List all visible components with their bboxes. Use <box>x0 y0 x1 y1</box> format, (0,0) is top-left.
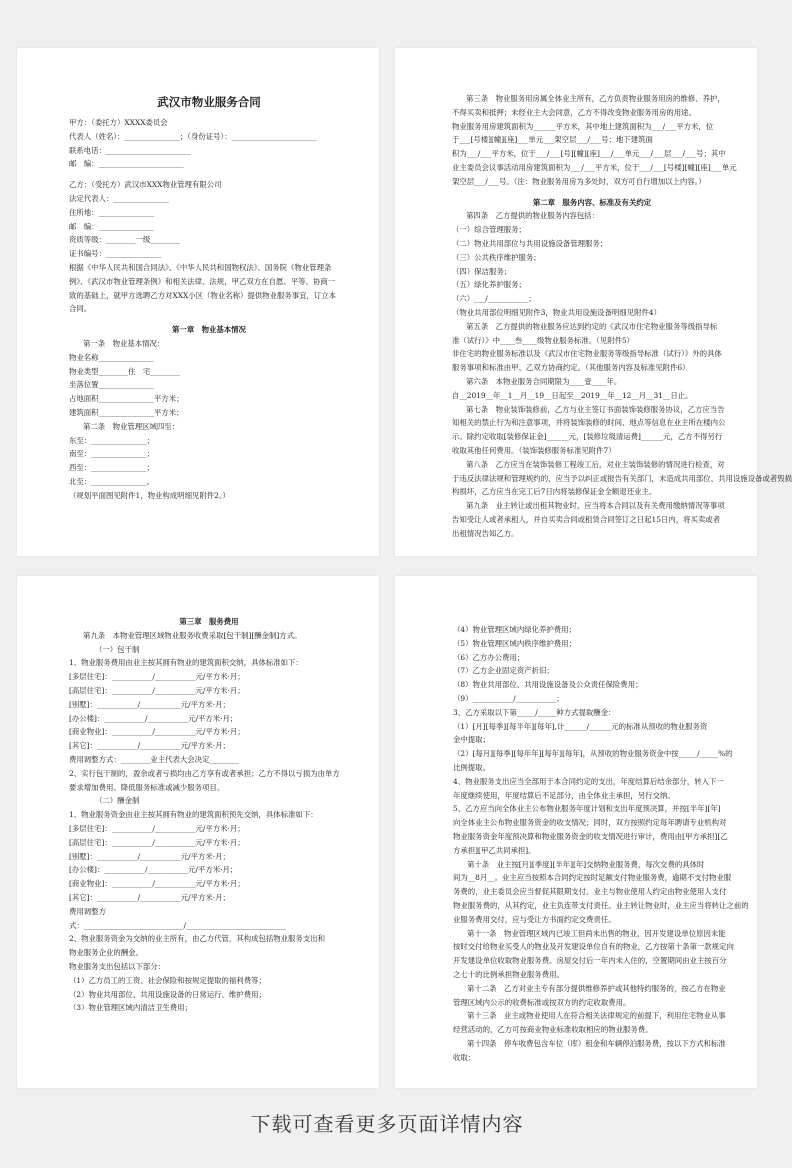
text-line: 构损坏，乙方应当在完工后7日内将装修保证金全额退还业主。 <box>452 487 657 497</box>
text-line: 收取： <box>453 1052 476 1062</box>
text-line: 物业服务用房建筑面积为______平方米，其中地上建筑面积为___/___平方米，位 <box>452 121 714 131</box>
text-line: 东至：_______________； <box>69 435 154 445</box>
text-line: （5）物业管理区域内秩序维护费用； <box>453 638 576 648</box>
text-line: 告知受让人或者承租人，并自买卖合同或租赁合同签订之日起15日内，将买卖或者 <box>452 514 721 524</box>
text-line: 业主委员会议事活动用房建筑面积为___/___平方米，位于___/___[号楼][幢][座]___单元 <box>452 162 737 172</box>
text-line: （一）包干制 <box>95 644 140 654</box>
page-4-lines <box>453 623 749 1065</box>
page-3-lines <box>69 615 349 1015</box>
text-line: 架空层___/___号。（注：物业服务用房为多处时，双方可自行增加以上内容。） <box>452 176 706 186</box>
text-line: 物业服务支出包括以下部分： <box>69 961 166 971</box>
text-line: 准（试行）》中____叁____级物业服务标准。（见附件5） <box>452 335 635 345</box>
text-line: 向全体业主公布物业服务资金的收支情况；同时，双方按照约定每年聘请专业机构对 <box>453 818 727 828</box>
text-line: 邮 编：_______________________ <box>69 159 184 169</box>
text-line: [商业物业]：___________/___________元/平方米·月； <box>69 727 245 737</box>
text-line: 知相关的禁止行为和注意事项，并将装饰装修的时间、地点等信息在业主所在楼内公 <box>452 418 726 428</box>
text-line: 按时交付给物业买受人的物业及开发建设单位自有的物业，乙方按第十条第一款规定向 <box>453 942 734 952</box>
text-line: 坐落位置_______________ <box>69 380 154 390</box>
text-line: 之七十的比例承担物业服务费用。 <box>453 969 564 979</box>
text-line: 年度继续使用，年度结算后不足部分，由全体业主承担，另行交纳。 <box>453 790 675 800</box>
page-1-lines <box>69 116 349 503</box>
text-line: （六）___/___________； <box>452 294 536 304</box>
text-line: 例》、《武汉市物业管理条例》和相关法律、法规，甲乙双方在自愿、平等、协商一 <box>69 276 336 286</box>
text-line: 第十条 业主按[月][季度][半年][年]交纳物业服务费，每次交费的具体时 <box>467 859 705 869</box>
text-line: 2、物业服务资金为交纳的业主所有，由乙方代管，其构成包括物业服务支出和 <box>69 934 325 944</box>
text-line: 金中提取； <box>453 735 490 745</box>
text-line: 式：___________________________/___________________________ <box>69 920 286 930</box>
text-line: 第五条 乙方提供的物业服务应达到约定的《武汉市住宅物业服务等级指导标 <box>466 321 718 331</box>
text-line: 第一条 物业基本情况： <box>83 338 165 348</box>
text-line: （二）酬金制 <box>95 796 140 806</box>
text-line: 第九条 业主转让或出租其物业时，应当将本合同以及有关费用缴纳情况等事项 <box>466 501 725 511</box>
text-line: 物业名称_______________ <box>69 352 154 362</box>
text-line: [商业物业]：___________/___________元/平方米·月； <box>69 879 245 889</box>
text-line: （8）物业共用部位、共用设施设备及公众责任保险费用； <box>453 680 643 690</box>
text-line: 费用调整方式：________业主代表大会决定________ <box>69 754 239 764</box>
text-line: 第二章 服务内容、标准及有关约定 <box>532 197 652 207</box>
text-line: 自__2019__年__1__月__19__日起至__2019__年__12__月__31__日止。 <box>452 390 693 400</box>
text-line: 证书编号：_______________ <box>69 249 162 259</box>
text-line: [其它]：___________/___________元/平方米·月； <box>69 892 230 902</box>
text-line: [其它]：___________/___________元/平方米·月； <box>69 741 230 751</box>
text-line: 物业服务资金年度预决算和物业服务资金的收支情况进行审计，费用由[甲方承担][乙 <box>453 831 728 841</box>
text-line <box>69 316 349 323</box>
text-line: 第十一条 物业管理区域内已竣工但尚未出售的物业，因开发建设单位原因未能 <box>467 928 726 938</box>
text-line: 积为___/___平方米，位于___/___[号][幢][座]___/___单元___/___层___/___号；其中 <box>452 149 726 159</box>
text-line: 北至：_______________。 <box>69 476 154 486</box>
text-line: （1）[月][每季][每半年][每年],计______/______元的标准从预收的物业服务资 <box>453 721 708 731</box>
page-2-lines <box>452 92 792 541</box>
text-line: 3、乙方采取以下第_____/_____种方式提取酬金： <box>453 707 616 717</box>
text-line: 2、实行包干制的，盈余或者亏损均由乙方享有或者承担；乙方不得以亏损为由单方 <box>69 768 340 778</box>
document-page-3 <box>17 576 379 1088</box>
text-line: 邮 编：_______________ <box>69 221 154 231</box>
text-line: 务费的，业主委员会应当督促其限期支付。业主与物业使用人约定由物业使用人支付 <box>453 887 727 897</box>
text-line: [办公楼]：___________/___________元/平方米·月； <box>69 865 238 875</box>
text-line: [办公楼]：___________/___________元/平方米·月； <box>69 713 238 723</box>
document-page-2 <box>395 48 792 556</box>
text-line: 非住宅的物业服务标准以及《武汉市住宅物业服务等级指导标准（试行）》外的具体 <box>452 349 722 359</box>
text-line: （一）综合管理服务； <box>452 225 526 235</box>
download-more-footer[interactable]: 下载可查看更多页面详情内容 <box>250 1112 524 1136</box>
text-line: （三）公共秩序维护服务； <box>452 252 541 262</box>
text-line: 管理区域内公示的收费标准或按双方的约定收取费用。 <box>453 997 631 1007</box>
text-line: 合同。 <box>69 304 92 314</box>
text-line: 第八条 乙方应当在装饰装修工程竣工后，对业主装饰装修的情况进行检查，对 <box>466 459 725 469</box>
text-line: 甲方：（委托方）XXXX委员会 <box>69 118 168 127</box>
text-line: 资质等级：________一级________ <box>69 235 180 245</box>
text-line: （7）乙方企业固定资产折旧； <box>453 666 554 676</box>
text-line: （1）乙方员工的工资、社会保险和按规定提取的福利费等； <box>69 975 266 985</box>
text-line: 服务事项和标准由甲、乙双方协商约定。（其他服务内容及标准见附件6） <box>452 363 690 373</box>
text-line: 物业服务费的，从其约定，业主负连带支付责任。业主转让物业时，业主应当将转让之前的 <box>453 900 749 910</box>
text-line: 于违反法律法规和管理规约的，应当予以纠正或报告有关部门，未造成共用部位、共用设施设备或者毁损 <box>452 473 792 483</box>
text-line: 1、物业服务费用由业主按其拥有物业的建筑面积交纳，具体标准如下： <box>69 658 303 668</box>
text-line: 经营活动的，乙方可按商业物业标准收取相应的物业服务费。 <box>453 1025 653 1035</box>
text-line: 间为__8月__。业主应当按照本合同约定按时足额支付物业服务费，逾期不支付物业服 <box>453 873 732 883</box>
text-line: 要求增加费用、降低服务标准或减少服务项目。 <box>69 782 225 792</box>
text-line: 第四条 乙方提供的物业服务内容包括： <box>466 211 600 221</box>
text-line: 于___[号楼][幢][座]___单元___架空层___/___号；地下建筑面 <box>452 135 653 145</box>
page-1-content <box>69 92 349 503</box>
text-line: [多层住宅]：___________/___________元/平方米·月； <box>69 823 245 833</box>
text-line: 南至：_______________； <box>69 449 154 459</box>
text-line: 根据《中华人民共和国合同法》、《中华人民共和国物权法》、国务院《物业管理条 <box>69 262 332 272</box>
text-line: 住所地：_______________ <box>69 207 154 217</box>
text-line: 乙方：（受托方）武汉市XXX物业管理有限公司 <box>69 180 222 190</box>
text-line: 业服务费用交付，应与受让方书面约定交费责任。 <box>453 914 616 924</box>
text-line: [多层住宅]：___________/___________元/平方米·月； <box>69 672 245 682</box>
text-line: 方承担][甲乙共同承担]。 <box>453 845 536 855</box>
text-line: 致的基础上，就甲方选聘乙方对XXX小区（物业名称）提供物业服务事宜，订立本 <box>69 290 337 300</box>
text-line: （物业共用部位明细见附件3，物业共用设施设备明细见附件4） <box>452 307 661 317</box>
text-line: 第十三条 业主或物业使用人在符合相关法律规定的前提下，利用住宅物业从事 <box>467 1011 726 1021</box>
text-line: 不得买卖和抵押；未经业主大会同意，乙方不得改变物业服务用房的用途。 <box>452 107 696 117</box>
text-line: 建筑面积_______________平方米； <box>69 407 184 417</box>
text-line: 法定代表人：_______________ <box>69 193 169 203</box>
text-line: 4、物业服务支出应当全部用于本合同约定的支出，年度结算后结余部分，转入下一 <box>453 776 724 786</box>
text-line: 第三条 物业服务用房属全体业主所有，乙方负责物业服务用房的维修、养护， <box>466 94 725 103</box>
page-2-content <box>452 92 792 541</box>
text-line: 第十二条 乙方对业主专有部分提供维修养护或其他特约服务的，按乙方在物业 <box>467 983 726 993</box>
text-line: 物业服务企业的酬金。 <box>69 948 143 958</box>
text-line: 第二条 物业管理区域四至： <box>83 421 180 431</box>
text-line: 示。除约定收取[装修保证金]______元，[装修垃圾清运费]______元，乙方不得另行 <box>452 432 723 442</box>
text-line: （2）物业共用部位、共用设施设备的日常运行、维护费用； <box>69 989 266 999</box>
text-line: [高层住宅]：___________/___________元/平方米·月； <box>69 837 245 847</box>
text-line: 第九条 本物业管理区域物业服务收费采取[包干制][酬金制]方式。 <box>83 630 302 640</box>
text-line: [高层住宅]：___________/___________元/平方米·月； <box>69 685 245 695</box>
text-line: 第三章 服务费用 <box>179 617 239 626</box>
text-line <box>69 171 349 178</box>
page-4-content <box>453 623 749 1065</box>
text-line: 第七条 物业装饰装修前，乙方与业主签订书面装饰装修服务协议，乙方应当告 <box>466 404 725 414</box>
document-page-1 <box>17 48 379 556</box>
text-line: 代表人（姓名）：_______________；（身份证号）：_______________________ <box>69 131 317 141</box>
text-line: 物业类型________住 宅________ <box>69 366 180 376</box>
document-page-4 <box>395 576 757 1088</box>
text-line <box>452 189 732 196</box>
text-line: 西至：_______________； <box>69 463 154 473</box>
text-line: （五）绿化养护服务； <box>452 280 526 290</box>
text-line: 开发建设单位收取物业服务费。房屋交付后一年内未入住的，空置期间由业主按百分 <box>453 956 727 966</box>
text-line: 出租情况告知乙方。 <box>452 528 519 538</box>
text-line: 第十四条 停车收费包含车位（库）租金和车辆停泊服务费，按以下方式和标准 <box>467 1038 726 1048</box>
text-line: [别墅]：___________/___________元/平方米·月； <box>69 699 230 709</box>
text-line: （2）[每月][每季][每年年][每年][每年]，从预收的物业服务资金中按_____/_____%的 <box>453 749 733 759</box>
text-line: （二）物业共用部位与共用设施设备管理服务； <box>452 238 608 248</box>
contract-title: 武汉市物业服务合同 <box>157 95 261 109</box>
text-line: 联系电话：_______________________ <box>69 145 191 155</box>
text-line: 第一章 物业基本情况 <box>172 325 246 335</box>
text-line: 第六条 本物业服务合同期限为____壹____年。 <box>466 376 622 386</box>
text-line: 1、物业服务资金由业主按其拥有物业的建筑面积预先交纳，具体标准如下： <box>69 810 318 820</box>
text-line: （6）乙方办公费用； <box>453 652 525 662</box>
text-line: 费用调整方 <box>69 906 106 916</box>
page-3-content <box>69 615 349 1015</box>
text-line: 比例提取。 <box>453 762 490 772</box>
text-line: （规划平面图见附件1，物业构成明细见附件2。） <box>69 490 230 500</box>
text-line: （3）物业管理区域内清洁卫生费用； <box>69 1003 192 1013</box>
text-line: [别墅]：___________/___________元/平方米·月； <box>69 851 230 861</box>
text-line: 占地面积_______________平方米； <box>69 394 184 404</box>
text-line: （4）物业管理区域内绿化养护费用； <box>453 625 576 634</box>
text-line: （四）保洁服务； <box>452 266 512 276</box>
text-line: （9）___________/___________； <box>453 693 564 703</box>
text-line: 5、乙方应当向全体业主公布物业服务年度计划和支出年度预决算，并按[半年][年] <box>453 804 721 814</box>
text-line: 收取其他任何费用。（装饰装修服务标准见附件7） <box>452 445 616 455</box>
